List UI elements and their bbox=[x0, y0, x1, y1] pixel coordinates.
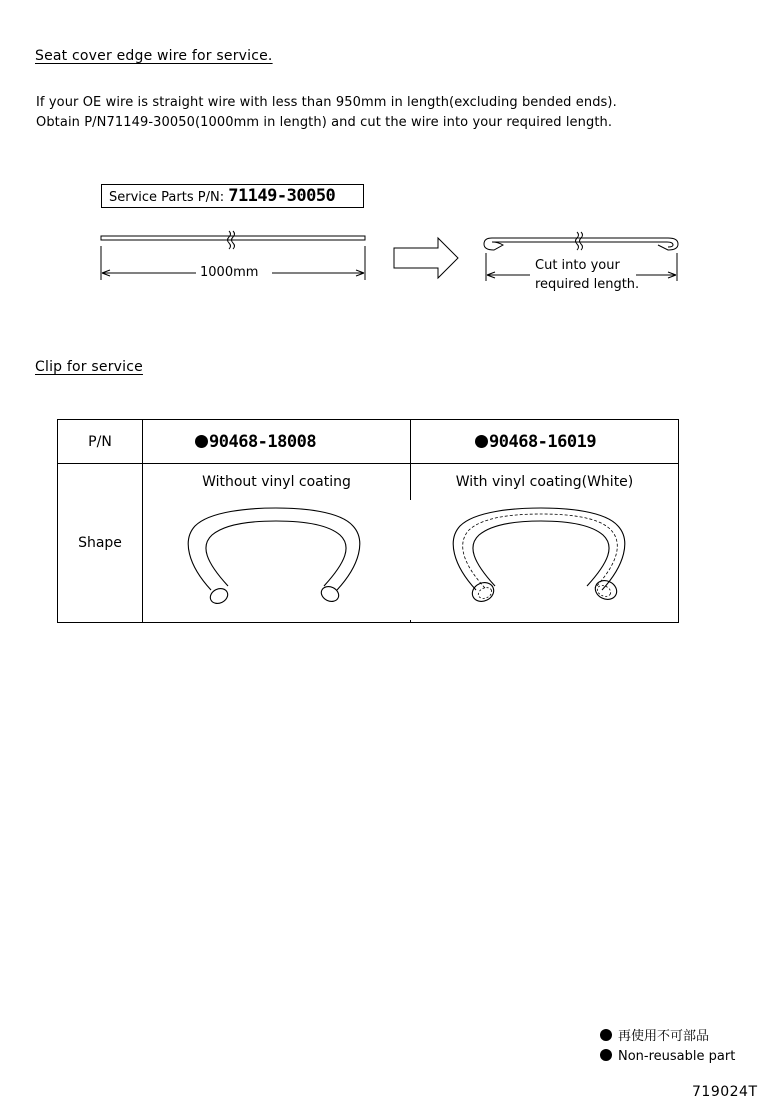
legend-japanese-text: 再使用不可部品 bbox=[618, 1029, 710, 1044]
cut-instruction-line-2: required length. bbox=[535, 277, 640, 292]
non-reusable-dot-icon bbox=[600, 1029, 612, 1041]
pn-header-cell: P/N bbox=[58, 420, 143, 464]
wire-instruction-line-2: Obtain P/N71149-30050(1000mm in length) and cut the wire into your required length. bbox=[36, 115, 613, 130]
cut-instruction-line-1: Cut into your bbox=[535, 258, 620, 273]
length-dimension-label: 1000mm bbox=[196, 265, 262, 280]
clip-section-heading: Clip for service bbox=[35, 359, 143, 375]
clip-description: With vinyl coating(White) bbox=[455, 474, 634, 490]
shape-header-cell: Shape bbox=[58, 464, 143, 623]
non-reusable-dot-icon bbox=[600, 1049, 612, 1061]
part-number: 90468-18008 bbox=[209, 431, 317, 452]
service-part-label: Service Parts P/N: bbox=[109, 190, 229, 205]
part-number: 90468-16019 bbox=[489, 431, 597, 452]
clip-description: Without vinyl coating bbox=[202, 474, 351, 490]
legend-english bbox=[600, 1047, 735, 1067]
wire-section-heading: Seat cover edge wire for service. bbox=[35, 48, 273, 64]
legend-english-text: Non-reusable part bbox=[618, 1049, 736, 1064]
illustration-code: 719024T bbox=[692, 1084, 758, 1100]
wire-instruction-line-1: If your OE wire is straight wire with less than 950mm in length(excluding bended ends). bbox=[36, 95, 617, 110]
legend-japanese bbox=[600, 1027, 709, 1047]
service-part-number: 71149-30050 bbox=[228, 186, 336, 206]
